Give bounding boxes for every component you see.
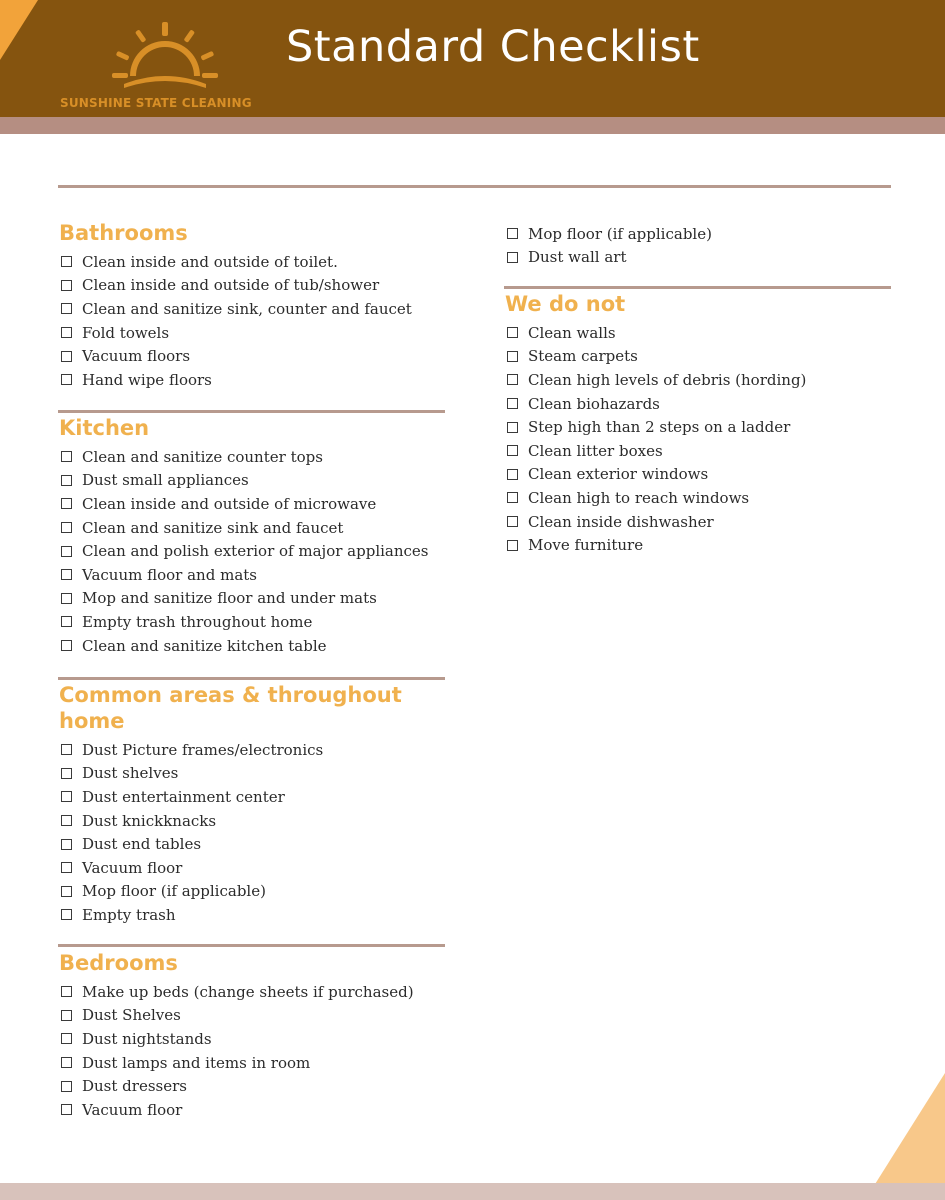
checklist-item[interactable] <box>59 1004 449 1028</box>
section-title: Kitchen <box>59 416 150 440</box>
checklist-item[interactable] <box>59 587 449 611</box>
item-label: Vacuum floors <box>82 347 191 366</box>
checkbox[interactable] <box>61 351 72 362</box>
checklist-item[interactable] <box>59 1098 449 1122</box>
checkbox[interactable] <box>61 546 72 557</box>
corner-accent-bottom-right <box>865 1073 945 1200</box>
section-bedrooms <box>59 950 449 1122</box>
item-label: Dust knickknacks <box>82 811 217 830</box>
item-label: Make up beds (change sheets if purchased) <box>82 982 414 1001</box>
section-title: Bedrooms <box>59 951 178 975</box>
item-label: Clean and sanitize counter tops <box>82 447 323 466</box>
section-title-line: home <box>59 709 125 733</box>
checklist-item[interactable] <box>59 785 449 809</box>
checkbox[interactable] <box>507 398 518 409</box>
item-label: Empty trash <box>82 905 176 924</box>
checkbox[interactable] <box>61 815 72 826</box>
checkbox[interactable] <box>507 374 518 385</box>
item-label: Dust dressers <box>82 1077 187 1096</box>
checkbox[interactable] <box>507 252 518 263</box>
item-label: Vacuum floor <box>82 858 183 877</box>
item-label: Dust nightstands <box>82 1029 212 1048</box>
footer-band <box>0 1183 945 1200</box>
checkbox[interactable] <box>61 1057 72 1068</box>
checklist-item[interactable] <box>59 1027 449 1051</box>
item-label: Dust shelves <box>82 764 179 783</box>
checkbox[interactable] <box>507 492 518 503</box>
item-label: Dust Shelves <box>82 1006 181 1025</box>
checklist-item[interactable] <box>59 738 449 762</box>
checkbox[interactable] <box>61 569 72 580</box>
item-label: Clean exterior windows <box>528 465 709 484</box>
item-label: Clean biohazards <box>528 394 660 413</box>
checkbox[interactable] <box>61 303 72 314</box>
section-kitchen <box>59 415 449 657</box>
checkbox[interactable] <box>61 1104 72 1115</box>
item-label: Mop floor (if applicable) <box>528 224 712 243</box>
checkbox[interactable] <box>61 1033 72 1044</box>
checklist-item[interactable] <box>505 222 895 246</box>
checklist-item[interactable] <box>59 516 449 540</box>
section-title: Bathrooms <box>59 221 188 245</box>
checkbox[interactable] <box>507 540 518 551</box>
header-stripe <box>0 117 945 134</box>
item-label: Step high than 2 steps on a ladder <box>528 418 791 437</box>
checklist-item[interactable] <box>59 980 449 1004</box>
checkbox[interactable] <box>61 593 72 604</box>
checklist-item[interactable] <box>59 492 449 516</box>
checklist-item[interactable] <box>59 250 449 274</box>
checkbox[interactable] <box>61 886 72 897</box>
checkbox[interactable] <box>61 1010 72 1021</box>
checklist-item[interactable] <box>59 610 449 634</box>
checkbox[interactable] <box>61 909 72 920</box>
section-title-line: Common areas & throughout <box>59 683 402 707</box>
checklist-item[interactable] <box>505 368 895 392</box>
item-label: Move furniture <box>528 536 644 555</box>
checklist-item[interactable] <box>505 415 895 439</box>
checklist-item[interactable] <box>59 832 449 856</box>
checklist-item[interactable] <box>505 345 895 369</box>
checklist-item[interactable] <box>505 246 895 270</box>
checkbox[interactable] <box>61 616 72 627</box>
checkbox[interactable] <box>507 516 518 527</box>
checkbox[interactable] <box>507 228 518 239</box>
checklist-item[interactable] <box>59 563 449 587</box>
checkbox[interactable] <box>61 451 72 462</box>
checklist-item[interactable] <box>59 809 449 833</box>
checkbox[interactable] <box>61 1081 72 1092</box>
checkbox[interactable] <box>507 327 518 338</box>
checklist-item[interactable] <box>505 533 895 557</box>
item-label: Clean walls <box>528 323 616 342</box>
checkbox[interactable] <box>61 640 72 651</box>
section-title <box>59 682 449 734</box>
section-bedrooms-continued <box>505 222 895 269</box>
checkbox[interactable] <box>61 768 72 779</box>
item-label: Clean and sanitize sink, counter and faucet <box>82 299 412 318</box>
sun-icon <box>110 18 220 93</box>
checkbox[interactable] <box>61 791 72 802</box>
checklist-item[interactable] <box>59 539 449 563</box>
checklist-item[interactable] <box>59 297 449 321</box>
item-label: Dust lamps and items in room <box>82 1053 311 1072</box>
section-we-do-not <box>505 291 895 557</box>
item-label: Clean litter boxes <box>528 441 663 460</box>
checklist-item[interactable] <box>59 903 449 927</box>
item-label: Clean high levels of debris (hording) <box>528 370 807 389</box>
checklist-item[interactable] <box>505 463 895 487</box>
checkbox[interactable] <box>61 498 72 509</box>
page-title: Standard Checklist <box>286 22 700 72</box>
checklist-item[interactable] <box>59 321 449 345</box>
divider-bedrooms <box>58 944 445 947</box>
checkbox[interactable] <box>61 744 72 755</box>
item-label: Clean inside and outside of toilet. <box>82 252 338 271</box>
divider-common <box>58 677 445 680</box>
checklist-item[interactable] <box>59 368 449 392</box>
item-label: Clean inside and outside of tub/shower <box>82 276 380 295</box>
item-label: Clean inside dishwasher <box>528 512 714 531</box>
checkbox[interactable] <box>507 351 518 362</box>
company-logo <box>60 18 275 113</box>
item-label: Fold towels <box>82 323 170 342</box>
checklist-item[interactable] <box>59 469 449 493</box>
item-label: Dust Picture frames/electronics <box>82 740 324 759</box>
checkbox[interactable] <box>507 445 518 456</box>
checklist-item[interactable] <box>59 1051 449 1075</box>
checkbox[interactable] <box>61 475 72 486</box>
checklist-item[interactable] <box>59 880 449 904</box>
checklist-item[interactable] <box>505 321 895 345</box>
section-bathrooms <box>59 220 449 392</box>
item-label: Steam carpets <box>528 347 638 366</box>
item-label: Empty trash throughout home <box>82 612 313 631</box>
item-label: Clean and sanitize sink and faucet <box>82 518 344 537</box>
checklist-item[interactable] <box>505 510 895 534</box>
item-label: Vacuum floor and mats <box>82 565 257 584</box>
checklist-item[interactable] <box>505 392 895 416</box>
checkbox[interactable] <box>61 986 72 997</box>
checkbox[interactable] <box>61 280 72 291</box>
checkbox[interactable] <box>507 469 518 480</box>
item-label: Mop and sanitize floor and under mats <box>82 589 377 608</box>
checkbox[interactable] <box>507 422 518 433</box>
checkbox[interactable] <box>61 256 72 267</box>
checklist-item[interactable] <box>59 445 449 469</box>
checkbox[interactable] <box>61 862 72 873</box>
item-label: Mop floor (if applicable) <box>82 882 266 901</box>
checkbox[interactable] <box>61 374 72 385</box>
checklist-item[interactable] <box>59 762 449 786</box>
item-label: Clean inside and outside of microwave <box>82 494 377 513</box>
item-label: Dust wall art <box>528 248 627 267</box>
checkbox[interactable] <box>61 327 72 338</box>
logo-text: SUNSHINE STATE CLEANING <box>60 96 252 110</box>
divider-kitchen <box>58 410 445 413</box>
checklist-item[interactable] <box>505 439 895 463</box>
corner-accent-top-left <box>0 0 38 60</box>
item-label: Dust entertainment center <box>82 787 285 806</box>
divider-top <box>58 185 891 188</box>
checklist-item[interactable] <box>59 856 449 880</box>
section-common-areas <box>59 682 449 927</box>
item-label: Hand wipe floors <box>82 370 212 389</box>
divider-we-do-not <box>504 286 891 289</box>
item-label: Clean and polish exterior of major appliances <box>82 542 429 561</box>
checklist-item[interactable] <box>59 634 449 658</box>
item-label: Dust small appliances <box>82 471 249 490</box>
checkbox[interactable] <box>61 522 72 533</box>
checklist-item[interactable] <box>59 1074 449 1098</box>
checklist-item[interactable] <box>59 344 449 368</box>
checkbox[interactable] <box>61 839 72 850</box>
item-label: Clean and sanitize kitchen table <box>82 636 327 655</box>
checklist-item[interactable] <box>505 486 895 510</box>
checklist-item[interactable] <box>59 274 449 298</box>
item-label: Vacuum floor <box>82 1100 183 1119</box>
item-label: Dust end tables <box>82 835 202 854</box>
item-label: Clean high to reach windows <box>528 488 750 507</box>
section-title: We do not <box>505 292 626 316</box>
